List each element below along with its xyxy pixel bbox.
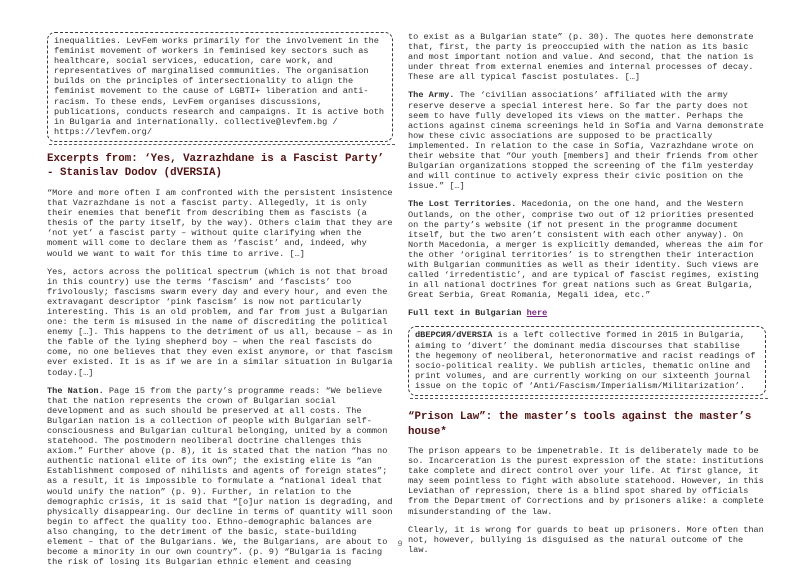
paragraph-lead: The Army. [408, 90, 455, 101]
paragraph-text: The ‘civilian associations’ affiliated with the army reserve deserve a special interest here. So far the party does not seem to have fully developed its views on the matter. Perhaps the actions against cinema screenings held in Sofia and Varna demonstrate how these civic associations are supposed to be practically implemented. In relation to the case in Sofia, Vazrazhdane wrote on their website that “Our youth [members] and their friends from other Bulgarian organizations stopped the screening of the film yesterday and will continue to actively express their civic position on the issue.” […] [408, 90, 764, 192]
paragraph-text: “More and more often I am confronted with the persistent insistence that Vazrazhdane is not a fascist party. Allegedly, it is only their enemies that benefit from describing them as fascists (a thesis of the party itself, by the way). Others claim that they are ‘not yet’ a fascist party – without quite clarifying when the moment will come to declare them as ‘fascist’ and, indeed, why would we want to wait for this time to arrive. […] [47, 187, 393, 259]
levfem-info-text: inequalities. LevFem works primarily for the involvement in the feminist movement of workers in feminised key sectors such as healthcare, social services, education, care work, and representatives of marginalised communities. The organisation builds on the principles of intersectionality to align the feminist movement to the cause of LGBTI+ liberation and anti-racism. To these ends, LevFem organises discussions, publications, conducts research and campaigns. It is active both in Bulgaria and internationally. collective@levfem.bg / https://levfem.org/ [54, 36, 385, 137]
paragraph-text: Macedonia, on the one hand, and the Western Outlands, on the other, comprise two out of 12 priorities presented on the party’s website (if not present in the programme document itself, but the two aren’t consistent with each other anyway). On North Macedonia, a merger is explicitly demanded, whereas the aim for the other ‘original territories’ is to strengthen their interaction with Bulgarian communities as well as their identity. Such views are called ‘irredentistic’, and are typical of fascist regimes, existing in all national doctrines for great nations such as Great Bulgaria, Great Serbia, Great Romania, Megali idea, etc.” [408, 199, 764, 301]
paragraph-text: The prison appears to be impenetrable. It is deliberately made to be so. Incarceration is the purest expression of the state: institutions take complete and direct control over your life. At first glance, it may seem pointless to fight with absolute statehood. However, in this Leviathan of repression, there is a blind spot shared by officials from the Department of Corrections and by prisoners alike: a complete misunderstanding of the law. [408, 446, 764, 517]
paragraph-lead: The Lost Territories. [408, 199, 517, 210]
paragraph [47, 188, 393, 259]
full-text-line [408, 308, 766, 318]
left-column [47, 32, 393, 575]
full-text-link[interactable]: here [526, 308, 548, 319]
article-heading-prison-law: “Prison Law”: the master’s tools against the master’s house* [408, 411, 752, 438]
paragraph-text: to exist as a Bulgarian state” (p. 30). The quotes here demonstrate that, first, the party is preoccupied with the nation as its basic and most important notion and value. And second, that the nation is under threat from external enemies and internal processes of decay. These are all typical fascist postulates. […] [408, 32, 754, 83]
paragraph [408, 446, 766, 517]
page-number: 9 [397, 539, 403, 549]
article-heading-vazrazhdane: Excerpts from: ‘Yes, Vazrazhdane is a Fascist Party’ - Stanislav Dodov (dVERSIA) [47, 152, 384, 180]
paragraph [47, 267, 393, 378]
levfem-info-box [47, 32, 393, 142]
dversia-info-lead: dВЕРСИЯ/dVERSIA [415, 330, 493, 341]
paragraph-text: Yes, actors across the political spectrum (which is not that broad in this country) use the terms ‘fascism’ and ‘fascists’ too frivolously; fascisms swarm every day and every hour, and even the extravagant descriptor ‘pink fascism’ is now not particularly interesting. This is an old problem, and far from just a Bulgarian one: the term is misused in the name of discrediting the political enemy […]. This happens to the detriment of us all, because – as in the fable of the lying shepherd boy – when the real fascists do come, no one believes that they even exist anymore, or that fascism ever existed. It is as if we are in a similar situation in Bulgaria today.[…] [47, 266, 393, 378]
full-text-label: Full text in Bulgarian [408, 308, 527, 319]
paragraph-text: Clearly, it is wrong for guards to beat up prisoners. More often than not, however, bullying is disguised as the natural outcome of the law. [408, 524, 764, 555]
dversia-info-text: is a left collective formed in 2015 in Bulgaria, aiming to ‘divert’ the dominant media discourses that stabilise the hegemony of neoliberal, heteronormative and racist readings of socio-political reality. We publish articles, thematic online and print volumes, and are currently working on our sixteenth journal issue on the topic of ‘Anti/Fascism/Imperialism/Militarization’. [415, 330, 756, 391]
right-column [408, 32, 766, 563]
paragraph-text: Page 15 from the party’s programme reads: “We believe that the nation represents the crown of Bulgarian social development and as such should be preserved at all costs. The Bulgarian nation is a collection of people with Bulgarian self-consciousness and Bulgarian cultural belonging, united by a common statehood. The postmodern neoliberal doctrine challenges this axiom.” Further above (p. 8), it is stated that the nation “has no authentic national elite of its own”; the existing elite is “an Establishment composed of nihilists and agents of foreign states”; as a result, it is impossible to formulate a “national ideal that would unify the nation” (p. 9). Further, in relation to the demographic crisis, it is said that “[o]ur nation is degrading, and physically disappearing. Our decline in terms of quantity will soon begin to affect the quality too. Ethno-demographic balances are also changing, to the detriment of the basic, state-building element – that of the Bulgarians. We, the Bulgarians, are about to become a minority in our own country”. (p. 9) “Bulgaria is facing the risk of losing its Bulgarian ethnic element and ceasing [47, 385, 393, 568]
paragraph-lead: The Nation. [47, 385, 104, 396]
paragraph [408, 32, 766, 82]
paragraph [408, 199, 766, 300]
dversia-info-box [408, 326, 766, 396]
paragraph [408, 90, 766, 191]
